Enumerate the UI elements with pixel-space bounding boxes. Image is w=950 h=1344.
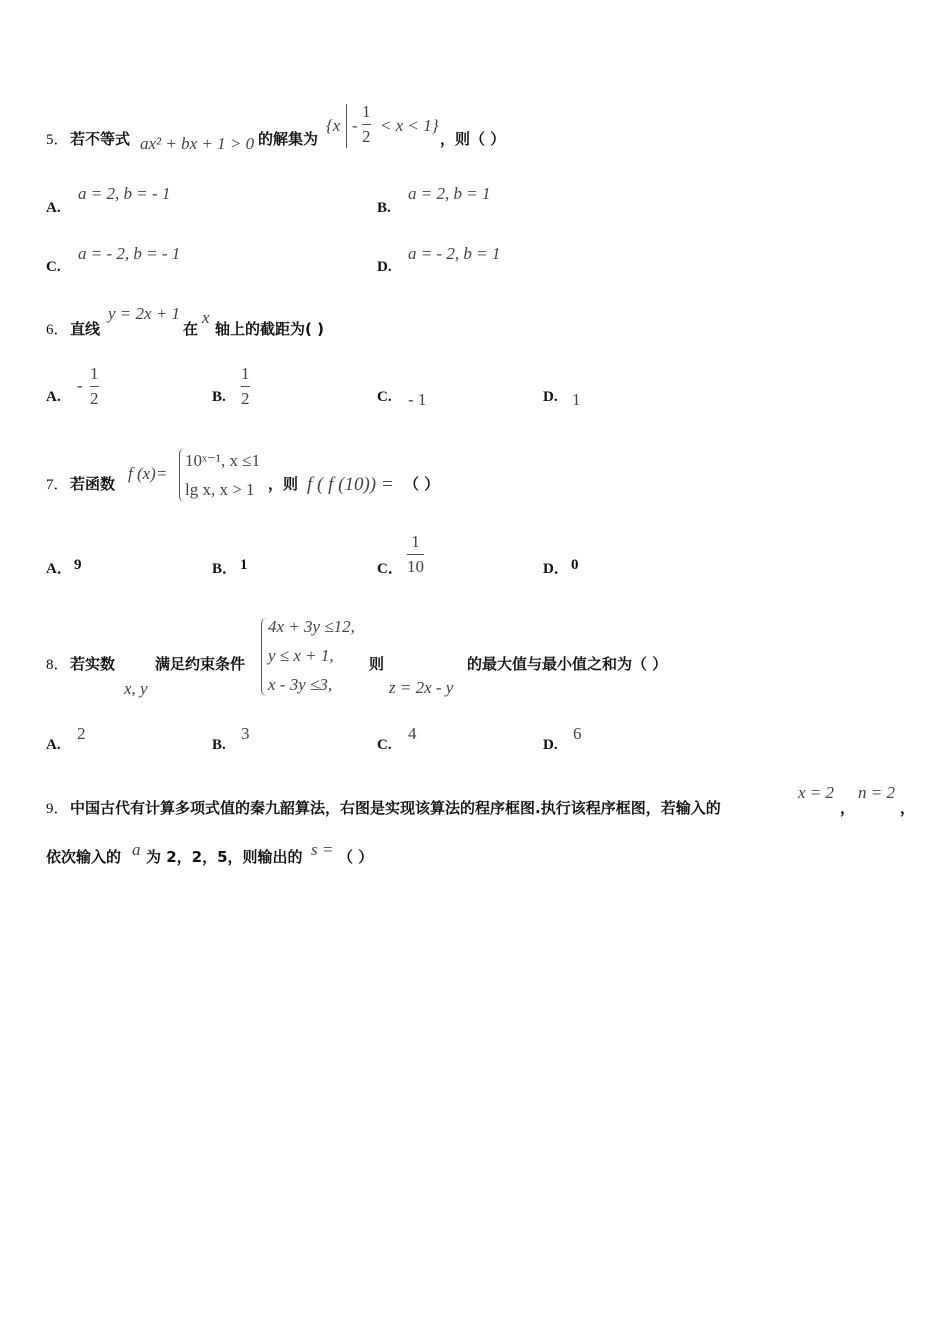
q6-stem-2: 在 [183, 320, 199, 338]
q7-option-a-label: A． [46, 561, 72, 577]
q7-stem-2: ，则 [268, 475, 299, 493]
q5-option-d-label: D. [377, 259, 392, 275]
q5-set-minus: - [352, 116, 358, 135]
q5-option-b-label: B. [377, 200, 391, 216]
q7-function-name: f (x)= [128, 464, 168, 483]
q6-stem-1: 直线 [70, 320, 101, 338]
q7-number: 7． [46, 477, 69, 493]
q5-option-c-text: a = - 2, b = - 1 [78, 244, 181, 263]
q5-set-open: {x [326, 116, 341, 135]
q5-option-a-label: A. [46, 200, 61, 216]
q5-set-fraction [362, 102, 371, 147]
q9-line-2c: （ ） [338, 848, 374, 866]
q6-stem-3: 轴上的截距为( ) [215, 320, 324, 338]
q5-stem-2: 的解集为 [258, 130, 319, 148]
q9-a-variable: a [132, 840, 141, 859]
q9-comma-1: ， [840, 799, 856, 817]
q6-option-a-label: A. [46, 389, 61, 405]
q5-option-c-label: C. [46, 259, 61, 275]
q9-line-2b: 为 2，2，5，则输出的 [146, 848, 303, 866]
q6-number: 6． [46, 322, 69, 338]
q8-option-c-label: C. [377, 737, 392, 753]
q8-constraint-2: y ≤ x + 1, [268, 646, 334, 665]
q6-option-c-text: - 1 [408, 390, 427, 409]
q7-stem-1: 若函数 [70, 475, 116, 493]
q7-stem-3: （ ） [404, 475, 440, 493]
q5-frac-num: 1 [362, 102, 371, 121]
q9-line-2a: 依次输入的 [46, 848, 122, 866]
q9-line-1: 中国古代有计算多项式值的秦九韶算法，右图是实现该算法的程序框图.执行该程序框图，若输入的 [70, 799, 721, 817]
q6-option-a-num: 1 [90, 364, 99, 383]
q5-option-b-text: a = 2, b = 1 [408, 184, 491, 203]
q6-option-b-fraction [241, 364, 250, 409]
q6-option-b-num: 1 [241, 364, 250, 383]
q7-option-c-fraction [407, 532, 424, 577]
q7-case-2: lg x, x > 1 [185, 480, 255, 499]
q8-number: 8． [46, 657, 69, 673]
q7-option-c-num: 1 [411, 532, 420, 551]
q8-option-a-text: 2 [77, 724, 86, 743]
q5-stem-3: ，则（ ） [440, 130, 506, 148]
q9-number: 9． [46, 801, 69, 817]
q8-constraint-3: x - 3y ≤3, [268, 675, 333, 694]
q9-s-output: s = [311, 840, 334, 859]
q9-x-value: x = 2 [798, 783, 835, 802]
q8-option-d-label: D. [543, 737, 558, 753]
q5-option-d-text: a = - 2, b = 1 [408, 244, 501, 263]
q7-case-1: 10ˣ⁻¹, x ≤1 [185, 451, 261, 470]
q7-option-c-den: 10 [407, 557, 424, 576]
q6-option-b-label: B. [212, 389, 226, 405]
q8-option-d-text: 6 [573, 724, 582, 743]
q6-option-c-label: C. [377, 389, 392, 405]
q5-frac-den: 2 [362, 127, 371, 146]
q8-stem-2: 满足约束条件 [155, 655, 246, 673]
q6-option-a-den: 2 [90, 389, 99, 408]
q7-option-d-text: 0 [571, 557, 579, 573]
q8-variables: x, y [124, 679, 148, 698]
q6-axis: x [202, 308, 210, 327]
q6-option-d-label: D. [543, 389, 558, 405]
q5-number: 5． [46, 132, 69, 148]
q7-option-b-label: B． [212, 561, 238, 577]
q9-comma-2: ， [900, 799, 916, 817]
q8-stem-1: 若实数 [70, 655, 116, 673]
q9-n-value: n = 2 [858, 783, 895, 802]
q7-option-c-label: C． [377, 561, 403, 577]
q5-set-bar [346, 104, 347, 148]
q5-set-rest: < x < 1} [380, 116, 439, 135]
q6-option-a-sign: - [77, 376, 83, 395]
q8-option-a-label: A. [46, 737, 61, 753]
q5-stem-1: 若不等式 [70, 130, 131, 148]
q8-option-c-text: 4 [408, 724, 417, 743]
q7-option-b-text: 1 [240, 557, 248, 573]
q8-option-b-label: B. [212, 737, 226, 753]
q6-option-a-fraction [90, 364, 99, 409]
q8-stem-4: 的最大值与最小值之和为（ ） [467, 655, 668, 673]
q8-constraint-1: 4x + 3y ≤12, [268, 617, 355, 636]
q8-constraint-brace [261, 618, 268, 696]
q8-objective: z = 2x - y [389, 678, 454, 697]
q5-option-a-text: a = 2, b = - 1 [78, 184, 171, 203]
q8-stem-3: 则 [369, 655, 385, 673]
q6-option-b-den: 2 [241, 389, 250, 408]
q7-option-d-label: D． [543, 561, 569, 577]
q8-option-b-text: 3 [241, 724, 250, 743]
q6-line-equation: y = 2x + 1 [108, 304, 181, 323]
q5-inequality: ax² + bx + 1 > 0 [140, 134, 255, 153]
q7-option-a-text: 9 [74, 557, 82, 573]
q7-expression: f ( f (10)) = [307, 474, 394, 495]
q6-option-d-text: 1 [572, 390, 581, 409]
